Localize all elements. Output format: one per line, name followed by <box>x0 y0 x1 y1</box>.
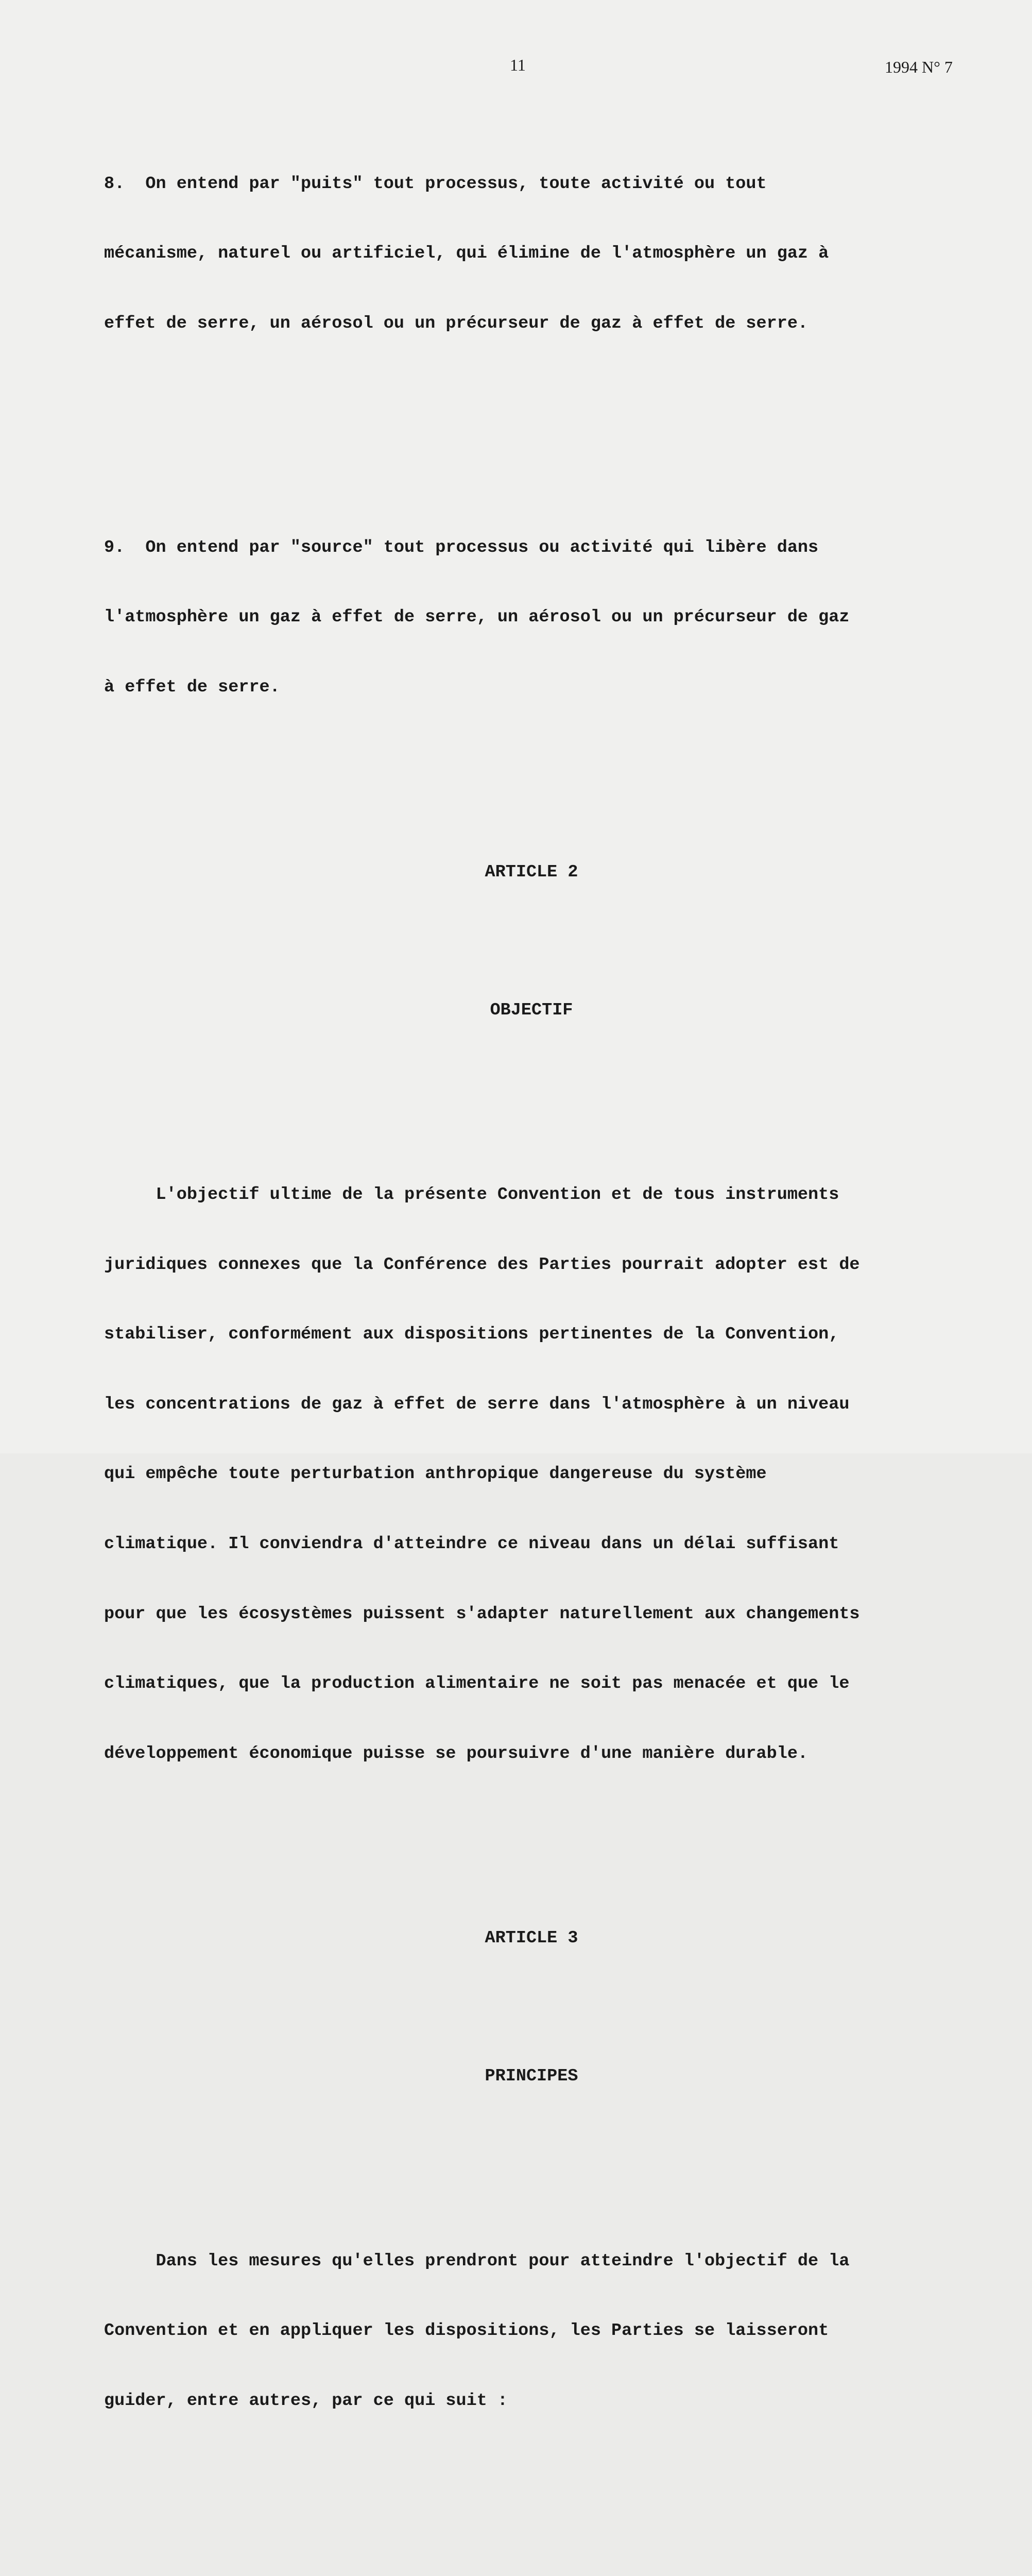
article-2-title: OBJECTIF <box>490 1000 573 1020</box>
page-number: 11 <box>510 56 526 74</box>
text-line: climatiques, que la production alimentaire ne soit pas menacée et que le <box>104 1674 850 1694</box>
paragraph-9 <box>104 489 959 745</box>
article-3-title: PRINCIPES <box>485 2066 578 2087</box>
text-line: climatique. Il conviendra d'atteindre ce niveau dans un délai suffisant <box>104 1534 839 1554</box>
article-2-text <box>104 1137 959 1812</box>
text-line: l'atmosphère un gaz à effet de serre, un aérosol ou un précurseur de gaz <box>104 607 850 628</box>
text-line: 8. On entend par "puits" tout processus, toute activité ou tout <box>104 174 767 194</box>
article-3-heading: ARTICLE 3 <box>485 1928 578 1948</box>
text-line: à effet de serre. <box>104 677 280 698</box>
text-line: effet de serre, un aérosol ou un précurseur de gaz à effet de serre. <box>104 314 809 334</box>
text-line: développement économique puisse se poursuivre d'une manière durable. <box>104 1743 809 1764</box>
text-line: L'objectif ultime de la présente Convention et de tous instruments <box>104 1184 839 1205</box>
text-line: guider, entre autres, par ce qui suit : <box>104 2391 508 2411</box>
text-line: les concentrations de gaz à effet de serre dans l'atmosphère à un niveau <box>104 1394 850 1414</box>
article-3-intro <box>104 2203 959 2459</box>
text-line: mécanisme, naturel ou artificiel, qui élimine de l'atmosphère un gaz à <box>104 244 829 264</box>
document-body <box>104 79 959 2576</box>
text-line: stabiliser, conformément aux dispositions pertinentes de la Convention, <box>104 1325 839 1345</box>
paragraph-8 <box>104 126 959 382</box>
article-3-paragraph-1 <box>104 2574 959 2576</box>
issue-number: 1994 N° 7 <box>885 58 953 76</box>
text-line: pour que les écosystèmes puissent s'adapter naturellement aux changements <box>104 1604 860 1624</box>
text-line: Convention et en appliquer les dispositions, les Parties se laisseront <box>104 2321 829 2341</box>
text-line: qui empêche toute perturbation anthropique dangereuse du système <box>104 1464 767 1484</box>
text-line: juridiques connexes que la Conférence des Parties pourrait adopter est de <box>104 1255 860 1275</box>
article-2-heading: ARTICLE 2 <box>485 862 578 882</box>
text-line: 9. On entend par "source" tout processus ou activité qui libère dans <box>104 537 819 557</box>
text-line: Dans les mesures qu'elles prendront pour atteindre l'objectif de la <box>104 2251 850 2271</box>
